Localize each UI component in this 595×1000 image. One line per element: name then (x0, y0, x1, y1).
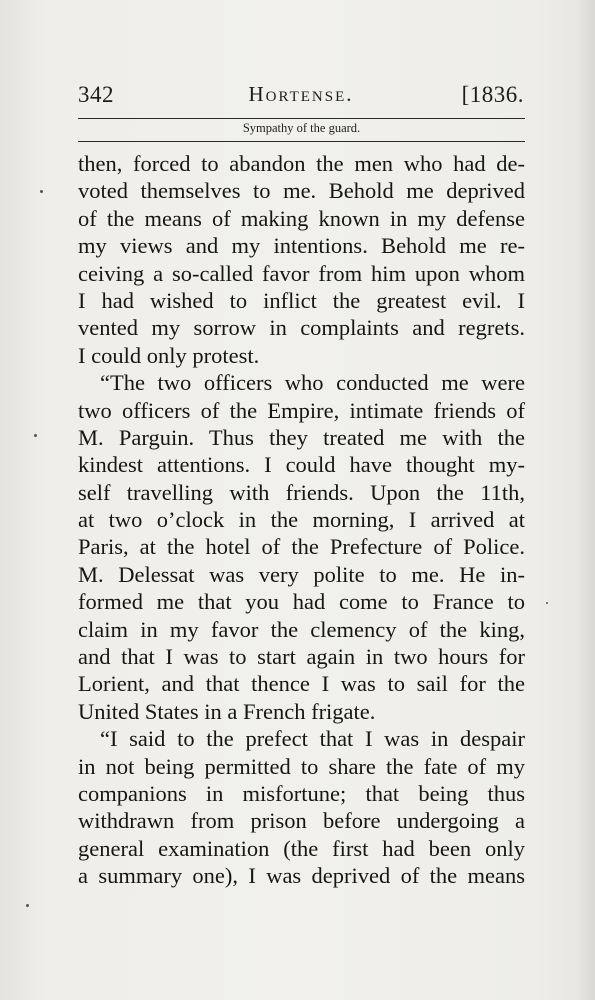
paragraph (78, 369, 525, 725)
text-line: then, forced to abandon the men who had de- (78, 151, 525, 176)
paragraph (78, 150, 525, 369)
text-line: I had wished to inflict the greatest evil. I (78, 287, 525, 313)
scan-speck (40, 190, 43, 193)
text-line: self travelling with friends. Upon the 11th, (78, 479, 525, 505)
text-line: United States in a French frigate. (78, 698, 376, 724)
header-rule-top (78, 118, 525, 119)
text-line: voted themselves to me. Behold me deprived (78, 178, 525, 204)
text-line: formed me that you had come to France to (78, 589, 525, 615)
text-line: my views and my intentions. Behold me re- (78, 233, 525, 259)
text-line: kindest attentions. I could have thought my- (78, 452, 525, 478)
text-line: claim in my favor the clemency of the king, (78, 616, 525, 642)
section-subhead: Sympathy of the guard. (242, 121, 361, 135)
text-line: of the means of making known in my defense (78, 205, 525, 231)
text-line: vented my sorrow in complaints and regrets. (78, 315, 525, 341)
text-line: Lorient, and that thence I was to sail for the (78, 671, 525, 697)
text-line: M. Delessat was very polite to me. He in- (78, 561, 525, 587)
text-line: “The two officers who conducted me were (100, 370, 525, 396)
paragraph (78, 725, 525, 889)
text-line: withdrawn from prison before undergoing a (78, 808, 525, 834)
text-line: a summary one), I was deprived of the means (78, 863, 525, 889)
text-line: ceiving a so-called favor from him upon whom (78, 260, 525, 286)
text-line: “I said to the prefect that I was in despair (100, 726, 525, 752)
text-line: M. Parguin. Thus they treated me with the (78, 424, 525, 450)
text-line: Paris, at the hotel of the Prefecture of Police. (78, 534, 525, 560)
text-line: general examination (the first had been only (78, 835, 525, 861)
scan-speck (546, 602, 548, 604)
text-line: and that I was to start again in two hours for (78, 644, 525, 670)
running-year: [1836. (461, 82, 524, 107)
text-line: I could only protest. (78, 342, 260, 368)
text-line: in not being permitted to share the fate of my (78, 753, 525, 779)
text-line: companions in misfortune; that being thus (78, 780, 525, 806)
text-line: two officers of the Empire, intimate friends of (78, 397, 525, 423)
page-number: 342 (78, 82, 114, 107)
body-text (78, 150, 525, 890)
running-title: Hortense. (248, 82, 354, 106)
scan-speck (34, 434, 37, 437)
header-rule-bottom (78, 141, 525, 142)
text-line: at two o’clock in the morning, I arrived at (78, 507, 525, 533)
scan-speck (26, 904, 29, 907)
running-header (78, 82, 524, 112)
